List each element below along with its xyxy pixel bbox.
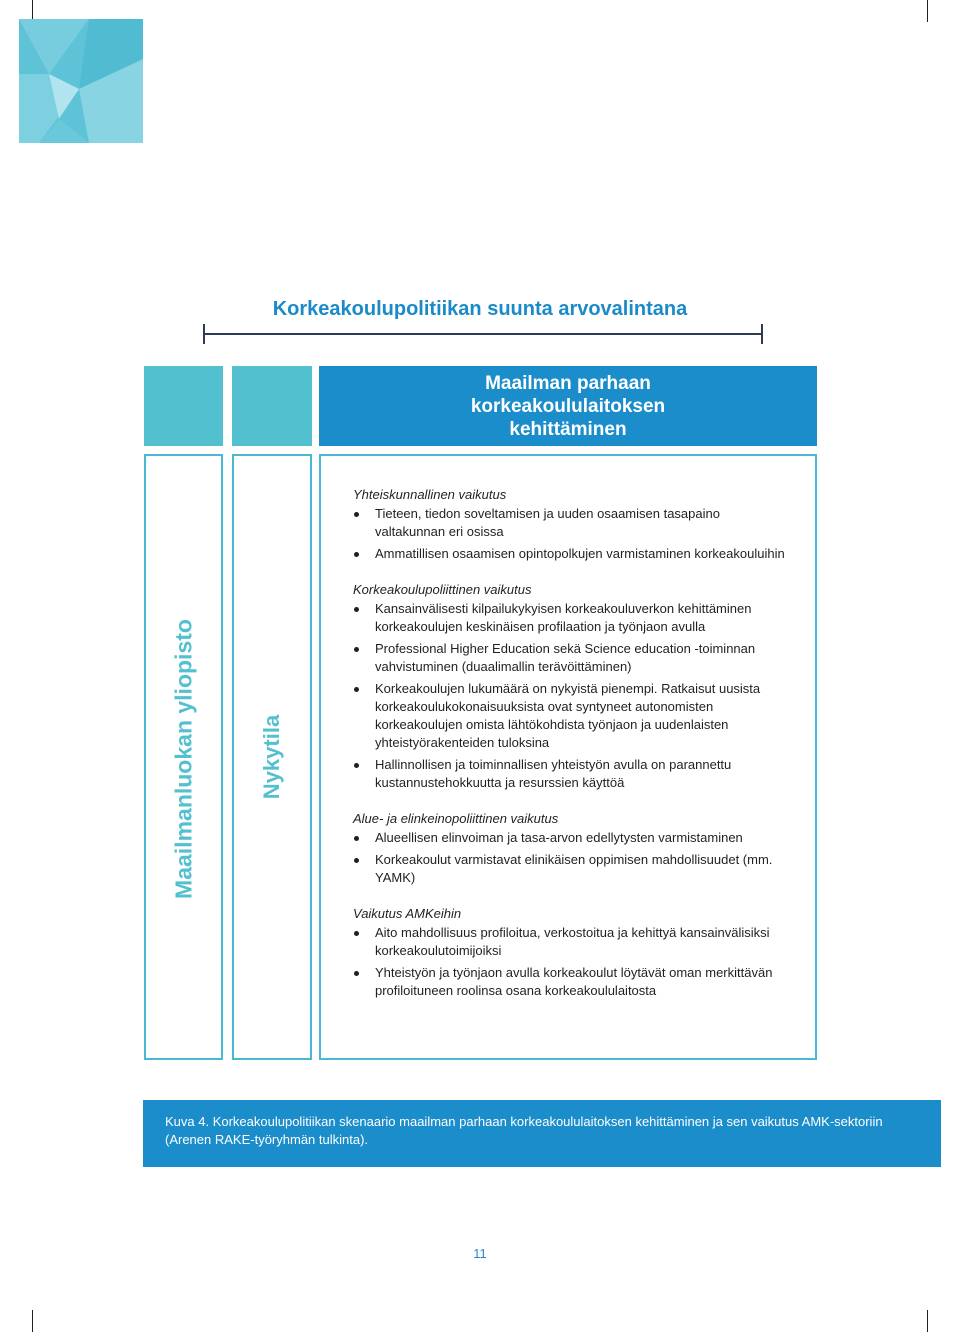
world-class-column <box>144 454 223 1060</box>
list-item: Korkeakoulut varmistavat elinikäisen oppimisen mahdollisuudet (mm. YAMK) <box>353 851 793 887</box>
section <box>353 810 793 887</box>
list-item: Hallinnollisen ja toiminnallisen yhteistyön avulla on parannettu kustannustehokkuutta ja resurssien käyttöä <box>353 756 793 792</box>
list-item: Kansainvälisesti kilpailukykyisen korkeakouluverkon kehittäminen korkeakoulujen keskinäisen profilaation ja työnjaon avulla <box>353 600 793 636</box>
column-header-main <box>319 366 817 446</box>
crop-mark <box>32 1310 33 1332</box>
figure-caption: Kuva 4. Korkeakoulupolitiikan skenaario maailman parhaan korkeakoululaitoksen kehittäminen ja sen vaikutus AMK-sektoriin (Arenen RAKE-työryhmän tulkinta). <box>143 1100 941 1167</box>
section-title: Alue- ja elinkeinopoliittinen vaikutus <box>353 811 559 826</box>
section <box>353 581 793 792</box>
page-number: 11 <box>473 1246 487 1261</box>
section <box>353 486 793 563</box>
column-header-text: Maailman parhaan korkeakoululaitoksen kehittäminen <box>470 372 666 440</box>
section-title: Vaikutus AMKeihin <box>353 906 462 921</box>
section-title: Yhteiskunnallinen vaikutus <box>353 487 507 502</box>
world-class-label: Maailmanluokan yliopisto <box>170 619 196 899</box>
column-header-world-class <box>144 366 223 446</box>
current-state-label: Nykytila <box>259 714 284 800</box>
column-header-current-state <box>232 366 312 446</box>
list-item: Professional Higher Education sekä Science education -toiminnan vahvistuminen (duaalimallin terävöittäminen) <box>353 640 793 676</box>
list-item: Tieteen, tiedon soveltamisen ja uuden osaamisen tasapaino valtakunnan eri osissa <box>353 505 793 541</box>
list-item: Ammatillisen osaamisen opintopolkujen varmistaminen korkeakouluihin <box>353 545 793 563</box>
list-item: Yhteistyön ja työnjaon avulla korkeakoulut löytävät oman merkittävän profiloituneen roolinsa osana korkeakoululaitosta <box>353 964 793 1000</box>
crop-mark <box>927 1310 928 1332</box>
list-item: Aito mahdollisuus profiloitua, verkostoitua ja kehittyä kansainvälisiksi korkeakoulutoimijoiksi <box>353 924 793 960</box>
list-item: Alueellisen elinvoiman ja tasa-arvon edellytysten varmistaminen <box>353 829 793 847</box>
span-bracket <box>203 324 763 344</box>
impact-content-column <box>319 454 817 1060</box>
decorative-pattern-image <box>19 19 143 143</box>
crop-mark <box>927 0 928 22</box>
list-item: Korkeakoulujen lukumäärä on nykyistä pienempi. Ratkaisut uusista korkeakoulukokonaisuuksista ovat syntyneet autonomisten korkeakoulujen omista lähtökohdista työnjaon ja uudenlaisten yhteistyörakenteiden tuloksina <box>353 680 793 752</box>
impact-content <box>353 486 793 1018</box>
section-title: Korkeakoulupoliittinen vaikutus <box>353 582 532 597</box>
current-state-column <box>232 454 312 1060</box>
diagram-title: Korkeakoulupolitiikan suunta arvovalintana <box>272 298 688 320</box>
section <box>353 905 793 1000</box>
